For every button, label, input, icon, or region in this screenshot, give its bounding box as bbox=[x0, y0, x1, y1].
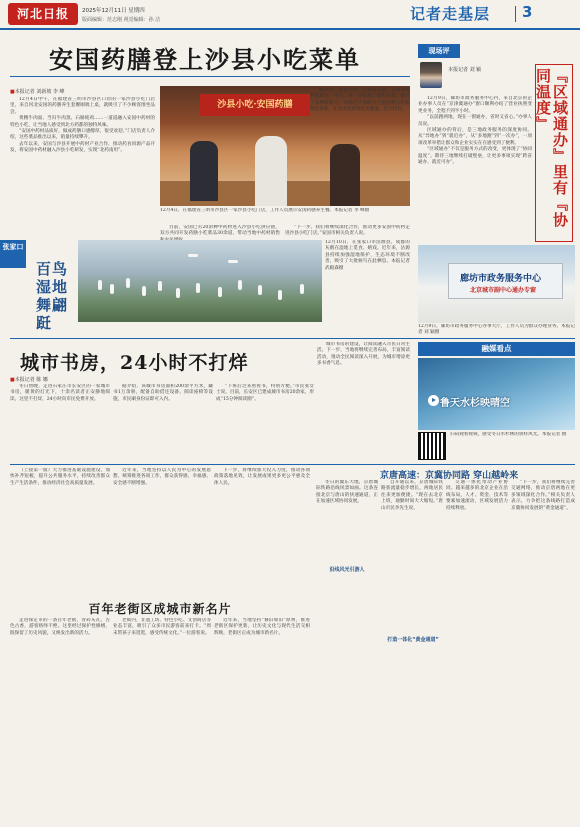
newspaper-logo: 河北日报 bbox=[8, 3, 78, 25]
story1-body: 12月4日中午，在福建省三明市沙县区口岸的一家沙县小吃门店里，来自河北安国的药膳养生套餐刚端上桌，就吸引了不少顾客围坐品尝。 黄精牛肉面、当归牛肉蒸、石斛炖鸡……一道道融入安国中药材的特色小吃，让当地人感受到北方药都的独特风味。 “安国中药材品质好，做成药膳口感醇厚，很受欢迎。”门店负责人介绍，这些菜品推出以来，销量持续攀升。 去年以来，安国与沙县开展中药材产业合作，推动药食同源产品开发，将安国中药材融入沙县小吃研发，实现“北药南用”。 bbox=[10, 97, 155, 154]
editor-credit: 版面编辑：范志刚 视觉编辑：孙 洁 bbox=[82, 17, 161, 23]
story5-column: “下一步，我们将继续完善交通网络，推动京唐两地在更多领域深化合作。”相关负责人表示，力争把这条线路打造成京冀协同发展的“黄金通道”。 bbox=[511, 480, 575, 511]
story1-column: “下一步，我们将继续深化合作，推动更多安国中药材走进沙县小吃门店。”安国市相关负责人说。 bbox=[285, 225, 410, 237]
commentary-photo-caption: 12月9日，廊坊市政务服务中心办事大厅，工作人员为群众办理业务。本报记者 刘 颖摄 bbox=[418, 324, 575, 336]
photo-story-caption: 12月10日，在张家口市沽源县，成群的灰鹤在湿地上觅食、嬉戏。近年来，沽源县持续加强湿地保护，生态环境不断改善，吸引了大批候鸟在此栖息。本报记者 武殿森摄 bbox=[325, 240, 410, 271]
section-title: 记者走基层 bbox=[410, 5, 491, 23]
headline-old-street: 百年老街区成城市新名片 bbox=[88, 602, 232, 616]
reporter-avatar bbox=[420, 62, 442, 88]
photo-wetland-cranes bbox=[78, 240, 322, 322]
story2-column: 城市书房的建设，让阅读融入市民日常生活。下一步，当地将继续完善布局，丰富阅读活动，推动全民阅读深入开展，为城市增添更多书香气息。 bbox=[317, 342, 410, 367]
story4-column: 走进保定市的一条百年老街，青砖灰瓦、古色古香，游客络绎不绝。这里经过保护性修缮，既保留了历史风貌，又焕发出新的活力。 bbox=[10, 618, 110, 636]
window-sign: 北京城市副中心通办专窗 bbox=[470, 287, 537, 294]
headline-rule bbox=[10, 76, 410, 77]
vertical-headline: 『区域通办』里有『协同温度』 bbox=[535, 64, 573, 242]
reporter-byline: 本报记者 刘 颖 bbox=[448, 67, 482, 73]
story3-column: （上接第一版）大力推进基础设施建设，加快补齐短板，提升公共服务水平，持续改善群众生产生活条件，推动经济社会高质量发展。 bbox=[10, 468, 110, 486]
page-separator bbox=[515, 6, 516, 22]
shop-sign: 沙县小吃·安国药膳 bbox=[200, 94, 310, 116]
headline-jingtang: 京唐高速：京冀协同路 穿山越岭来 bbox=[380, 471, 519, 481]
story2-column: 据介绍，该城市书房面积200余平方米，藏书1万余册，配备自助借还设备、阅读座椅等设施，市民刷身份证即可入内。 bbox=[113, 384, 213, 402]
story3-column: 下一步，将继续加大投入力度，推动各项政策落地见效，让发展成果更多更公平惠及全体人民。 bbox=[214, 468, 310, 486]
story5-column: 自开通以来，京唐城际铁路客流量稳步增长，两地居民往来更加便捷。“现在去北京上班，通勤时间大大缩短。”唐山市民李先生说。 bbox=[381, 480, 443, 511]
center-sign: 廊坊市政务服务中心 bbox=[460, 274, 542, 284]
video-thumbnail[interactable] bbox=[418, 358, 575, 430]
section-divider bbox=[10, 338, 575, 339]
story4-column: 老街内，非遗工坊、特色小吃、文创商店等业态丰富，吸引了众多市民游客前来打卡。“周末带孩子来逛逛，感受传统文化。”一位游客说。 bbox=[113, 618, 211, 636]
section-divider bbox=[10, 464, 575, 465]
story5-subhead: 沿线风光引游人 bbox=[329, 567, 365, 573]
column-badge: 现场评 bbox=[418, 44, 460, 58]
story2-byline: ■本报记者 陈 娜 bbox=[10, 377, 48, 383]
fusion-media-header: 融媒看点 bbox=[418, 342, 575, 356]
play-icon[interactable] bbox=[428, 395, 439, 406]
story1-column: 据介绍，沙县小吃门店遍布全国，安国中药材借助这一平台，进一步拓展了销售市场，提升了品牌影响力。两地还计划联合打造药膳小吃标准化体系，让更多消费者吃出健康、吃出特色。 bbox=[310, 88, 410, 113]
story5-column: 冬日的冀东大地，京唐城际铁路沿线风景如画。这条连接北京与唐山的快速通道，正在加速区域协同发展。 bbox=[316, 480, 378, 505]
masthead-rule bbox=[0, 28, 580, 30]
fusion-text: 扫码观看视频，感受冬日水杉林的别样风光。本报记者 摄 bbox=[450, 432, 567, 437]
story1-column: 目前，安国已有20余种中药材进入沙县小吃供应链，双方共同开发药膳小吃菜品30余道，带动当地中药材销售 bbox=[160, 225, 280, 237]
qr-code-icon[interactable] bbox=[418, 432, 446, 460]
story1-byline: ■本报记者 刘新坡 李 峰 bbox=[10, 89, 65, 95]
photo-story-title: 百鸟湿地舞翩跹 bbox=[36, 260, 69, 332]
page-number: 3 bbox=[522, 3, 533, 21]
story5-subhead: 打造一体化“黄金通道” bbox=[387, 637, 439, 643]
story2-column: “下班后过来看看书，特别方便。”市民张女士说。目前，长安区已建成城市书房20余家，形成“15分钟阅读圈”。 bbox=[216, 384, 314, 402]
story5-column: 交通一体化带动产业协同。越来越多的北京企业在沿线布局，人才、资金、技术等要素加速流动，区域发展活力持续释放。 bbox=[446, 480, 508, 511]
story3-column: 近年来，当地坚持以人民为中心的发展思想，统筹推进各项工作，群众获得感、幸福感、安全感不断增强。 bbox=[113, 468, 211, 486]
commentary-body: 12月9日，廊坊市政务服务中心内，来自北京的企业办事人员在“京津冀通办”窗口顺利办结了营业执照变更业务，全程不到半小时。 “以前跑两地，现在一窗通办，省时又省心。”办事人员说。 区域通办的背后，是三地政务服务的深度协同。从“异地办”到“就近办”，从“多地跑”到“一次办”，一项项改革举措让群众和企业实实在在感受到了便利。 “区域通办”不仅是服务方式的改变，更体现了“协同温度”。期待三地继续打破壁垒，让更多事项实现“跨省通办、就近可办”。 bbox=[418, 96, 532, 166]
headline-bookstore: 城市书房，24小时不打烊 bbox=[20, 352, 249, 374]
photo-service-center bbox=[418, 245, 575, 323]
issue-date: 2025年12月11日 星期四 bbox=[82, 8, 145, 14]
masthead bbox=[0, 0, 580, 30]
region-tag: 张家口 bbox=[0, 240, 26, 268]
story2-column: 冬日傍晚，走进石家庄市长安区的一家城市书房，暖黄的灯光下，十余名读者正安静地阅读。这里不打烊，24小时向市民免费开放。 bbox=[10, 384, 110, 402]
video-title: 鲁天水杉映晴空 bbox=[440, 398, 510, 409]
headline-anguo: 安国药膳登上沙县小吃菜单 bbox=[49, 45, 361, 74]
story4-column: 近年来，当地坚持“修旧如旧”原则，推进老街区保护更新，让历史文化与现代生活交相辉映，老街区正成为城市新名片。 bbox=[214, 618, 310, 636]
photo-caption: 12月4日，在福建省三明市沙县区一家沙县小吃门店，工作人员展示安国药膳养生餐。本报记者 李 峰摄 bbox=[160, 208, 370, 213]
